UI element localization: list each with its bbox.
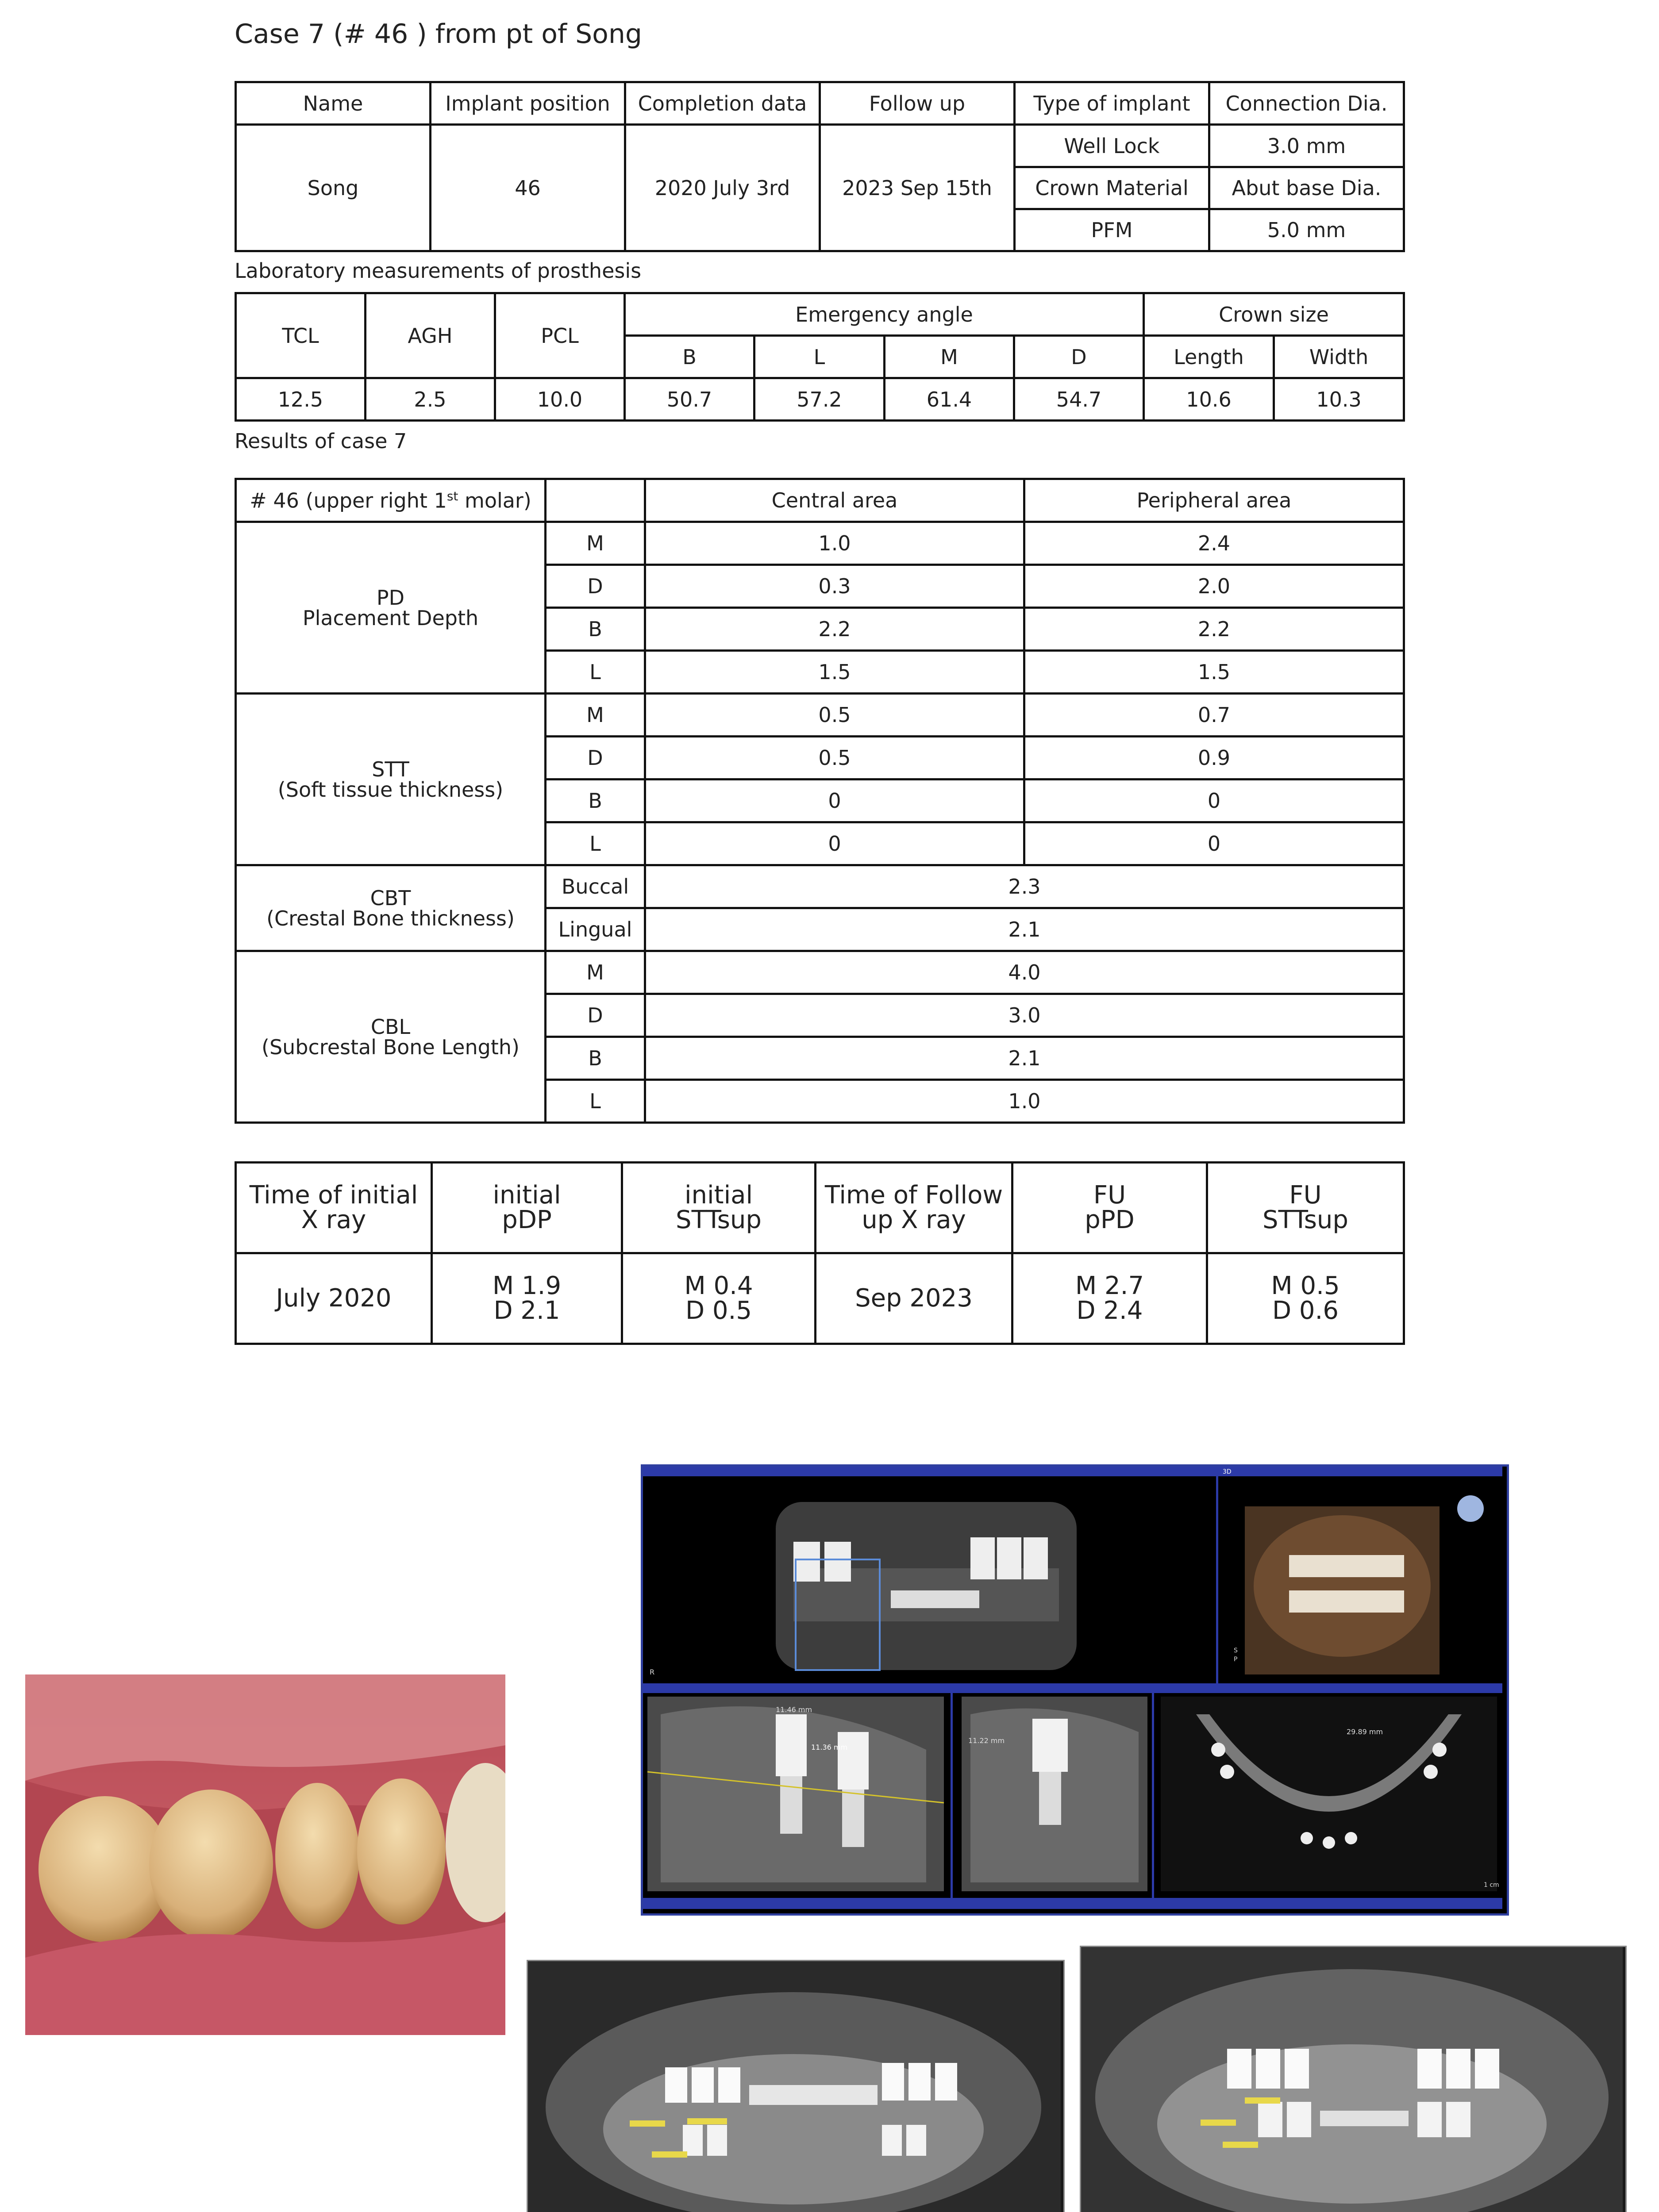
pcl-header: PCL [495,293,625,378]
lab-caption: Laboratory measurements of prosthesis [235,259,642,283]
page-title: Case 7 (# 46 ) from pt of Song [235,19,643,50]
header-implant-position: Implant position [431,82,625,125]
central-area-header: Central area [645,479,1024,522]
value-completion-data: 2020 July 3rd [625,125,820,251]
pcl-value: 10.0 [495,378,625,421]
label-abut-base-dia: Abut base Dia. [1209,167,1404,209]
stt-peripheral: 0 [1024,822,1404,865]
value-initial-pdp: M 1.9 D 2.1 [432,1253,622,1344]
pd-peripheral: 2.2 [1024,608,1404,651]
results-caption: Results of case 7 [235,429,407,453]
stt-site: B [546,780,645,822]
header-name: Name [236,82,431,125]
crown-length-value: 10.6 [1144,378,1274,421]
cbl-value: 4.0 [645,951,1404,994]
stt-site: L [546,822,645,865]
cbl-value: 3.0 [645,994,1404,1037]
stt-peripheral: 0.7 [1024,694,1404,737]
stt-central: 0.5 [645,694,1024,737]
orientation-label: P [1234,1656,1238,1663]
emergency-d-header: D [1014,336,1144,378]
emergency-d-value: 54.7 [1014,378,1144,421]
tooth-icon [149,1790,273,1940]
cbt-label: CBT (Crestal Bone thickness) [236,865,546,951]
value-follow-up: 2023 Sep 15th [820,125,1015,251]
cbl-label: CBL (Subcrestal Bone Length) [236,951,546,1123]
pd-peripheral: 2.4 [1024,522,1404,565]
pd-site: B [546,608,645,651]
pd-site: M [546,522,645,565]
scale-label: 1 cm [1484,1882,1499,1889]
stt-peripheral: 0 [1024,780,1404,822]
tooth-header: # 46 (upper right 1st molar) [236,479,546,522]
crown-width-header: Width [1274,336,1404,378]
header-time-followup-xray: Time of Follow up X ray [816,1163,1012,1253]
crown-width-value: 10.3 [1274,378,1404,421]
measure-label: 11.36 mm [811,1743,848,1751]
cbt-value: 2.3 [645,865,1404,908]
initial-panoramic-xray [527,1960,1065,2212]
header-fu-sttsup: FU STTsup [1207,1163,1404,1253]
cbl-site: D [546,994,645,1037]
header-fu-ppd: FU pPD [1012,1163,1207,1253]
stt-peripheral: 0.9 [1024,737,1404,780]
intraoral-photo [25,1674,505,2035]
emergency-l-header: L [754,336,885,378]
xray-comparison-table [235,1161,1405,1345]
stt-central: 0 [645,780,1024,822]
value-followup-xray-time: Sep 2023 [816,1253,1012,1344]
value-type-of-implant: Well Lock [1015,125,1209,167]
header-connection-dia: Connection Dia. [1209,82,1404,125]
tooth-icon [275,1783,359,1929]
tcl-header: TCL [236,293,366,378]
value-crown-material: PFM [1015,209,1209,251]
cbct-viewer-screenshot [641,1464,1509,1916]
cbl-value: 2.1 [645,1037,1404,1080]
followup-panoramic-xray [1080,1946,1627,2212]
value-fu-ppd: M 2.7 D 2.4 [1012,1253,1207,1344]
pd-site: L [546,651,645,694]
cbl-site: L [546,1080,645,1123]
pd-peripheral: 2.0 [1024,565,1404,608]
label-crown-material: Crown Material [1015,167,1209,209]
value-initial-sttsup: M 0.4 D 0.5 [622,1253,816,1344]
stt-site: M [546,694,645,737]
value-connection-dia: 3.0 mm [1209,125,1404,167]
value-fu-sttsup: M 0.5 D 0.6 [1207,1253,1404,1344]
value-implant-position: 46 [431,125,625,251]
emergency-b-header: B [625,336,754,378]
orientation-label: S [1234,1647,1238,1654]
cbl-site: B [546,1037,645,1080]
emergency-angle-header: Emergency angle [625,293,1144,336]
implant-info-table [235,81,1405,252]
cbt-site: Buccal [546,865,645,908]
stt-central: 0.5 [645,737,1024,780]
value-abut-base-dia: 5.0 mm [1209,209,1404,251]
cbt-value: 2.1 [645,908,1404,951]
cbl-site: M [546,951,645,994]
measure-label: 11.22 mm [968,1736,1005,1745]
measure-label: 29.89 mm [1347,1728,1383,1736]
panel-3d-label: 3D [1223,1468,1232,1475]
pd-site: D [546,565,645,608]
header-completion-data: Completion data [625,82,820,125]
header-initial-sttsup: initial STTsup [622,1163,816,1253]
emergency-l-value: 57.2 [754,378,885,421]
value-initial-xray-time: July 2020 [236,1253,432,1344]
pd-central: 1.5 [645,651,1024,694]
emergency-b-value: 50.7 [625,378,754,421]
crown-length-header: Length [1144,336,1274,378]
stt-label: STT (Soft tissue thickness) [236,694,546,865]
stt-site: D [546,737,645,780]
site-header [546,479,645,522]
emergency-m-value: 61.4 [885,378,1014,421]
header-time-initial-xray: Time of initial X ray [236,1163,432,1253]
pd-central: 2.2 [645,608,1024,651]
peripheral-area-header: Peripheral area [1024,479,1404,522]
lab-measurements-table [235,292,1405,422]
crown-size-header: Crown size [1144,293,1404,336]
header-follow-up: Follow up [820,82,1015,125]
tooth-icon [357,1778,446,1924]
agh-header: AGH [366,293,495,378]
pd-peripheral: 1.5 [1024,651,1404,694]
header-initial-pdp: initial pDP [432,1163,622,1253]
emergency-m-header: M [885,336,1014,378]
pd-central: 0.3 [645,565,1024,608]
pd-label: PD Placement Depth [236,522,546,694]
measure-label: 11.46 mm [776,1705,812,1714]
value-name: Song [236,125,431,251]
cbl-value: 1.0 [645,1080,1404,1123]
header-type-of-implant: Type of implant [1015,82,1209,125]
cbt-site: Lingual [546,908,645,951]
orientation-label: R [650,1668,655,1676]
tcl-value: 12.5 [236,378,366,421]
stt-central: 0 [645,822,1024,865]
results-table [235,478,1405,1124]
agh-value: 2.5 [366,378,495,421]
pd-central: 1.0 [645,522,1024,565]
